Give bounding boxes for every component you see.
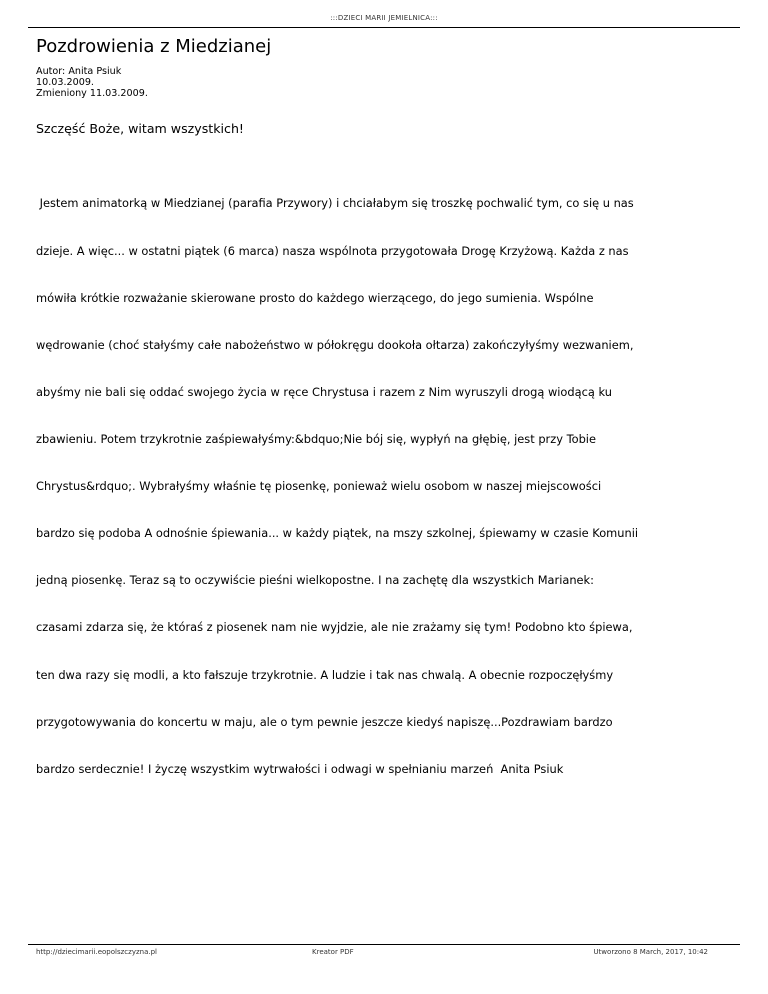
body-line: wędrowanie (choć stałyśmy całe nabożeństwo w półokręgu dookoła ołtarza) zakończyłyśmy wezwaniem, bbox=[36, 337, 634, 352]
body-line: ten dwa razy się modli, a kto fałszuje trzykrotnie. A ludzie i tak nas chwalą. A obecnie rozpoczęłyśmy bbox=[36, 667, 614, 682]
greeting: Szczęść Boże, witam wszystkich! bbox=[36, 121, 244, 136]
body-line: mówiła krótkie rozważanie skierowane prosto do każdego wierzącego, do jego sumienia. Wspólne bbox=[36, 290, 594, 305]
body-line: abyśmy nie bali się oddać swojego życia w ręce Chrystusa i razem z Nim wyruszyli drogą wiodącą ku bbox=[36, 384, 612, 399]
article-title: Pozdrowienia z Miedzianej bbox=[36, 36, 272, 57]
footer-created-date: Utworzono 8 March, 2017, 10:42 bbox=[593, 948, 708, 956]
body-line: bardzo serdecznie! I życzę wszystkim wytrwałości i odwagi w spełnianiu marzeń Anita Psiuk bbox=[36, 761, 564, 776]
modified-date: Zmieniony 11.03.2009. bbox=[36, 88, 148, 99]
body-line: bardzo się podoba A odnośnie śpiewania... w każdy piątek, na mszy szkolnej, śpiewamy w czasie Komunii bbox=[36, 526, 639, 541]
author-line: Autor: Anita Psiuk bbox=[36, 66, 122, 77]
footer-creator: Kreator PDF bbox=[312, 948, 354, 956]
footer-url: http://dziecimarii.eopolszczyzna.pl bbox=[36, 948, 157, 956]
article-meta bbox=[36, 66, 148, 99]
body-line: zbawieniu. Potem trzykrotnie zaśpiewałyśmy:&bdquo;Nie bój się, wypłyń na głębię, jest przy Tobie bbox=[36, 431, 596, 446]
body-line: przygotowywania do koncertu w maju, ale o tym pewnie jeszcze kiedyś napiszę...Pozdrawiam bardzo bbox=[36, 714, 613, 729]
footer-divider bbox=[28, 944, 740, 945]
publish-date: 10.03.2009. bbox=[36, 77, 94, 88]
body-line: jedną piosenkę. Teraz są to oczywiście pieśni wielkopostne. I na zachętę dla wszystkich Marianek: bbox=[36, 573, 594, 588]
body-line: dzieje. A więc... w ostatni piątek (6 marca) nasza wspólnota przygotowała Drogę Krzyżową. Każda z nas bbox=[36, 243, 629, 258]
body-line: Jestem animatorką w Miedzianej (parafia Przywory) i chciałabym się troszkę pochwalić tym, co się u nas bbox=[36, 196, 634, 211]
article-body bbox=[36, 165, 736, 793]
body-line: Chrystus&rdquo;. Wybrałyśmy właśnie tę piosenkę, ponieważ wielu osobom w naszej miejscowości bbox=[36, 479, 602, 494]
body-line: czasami zdarza się, że któraś z piosenek nam nie wyjdzie, ale nie zrażamy się tym! Podobno kto śpiewa, bbox=[36, 620, 633, 635]
header-divider bbox=[28, 27, 740, 28]
site-header: :::DZIECI MARII JEMIELNICA::: bbox=[330, 14, 438, 22]
